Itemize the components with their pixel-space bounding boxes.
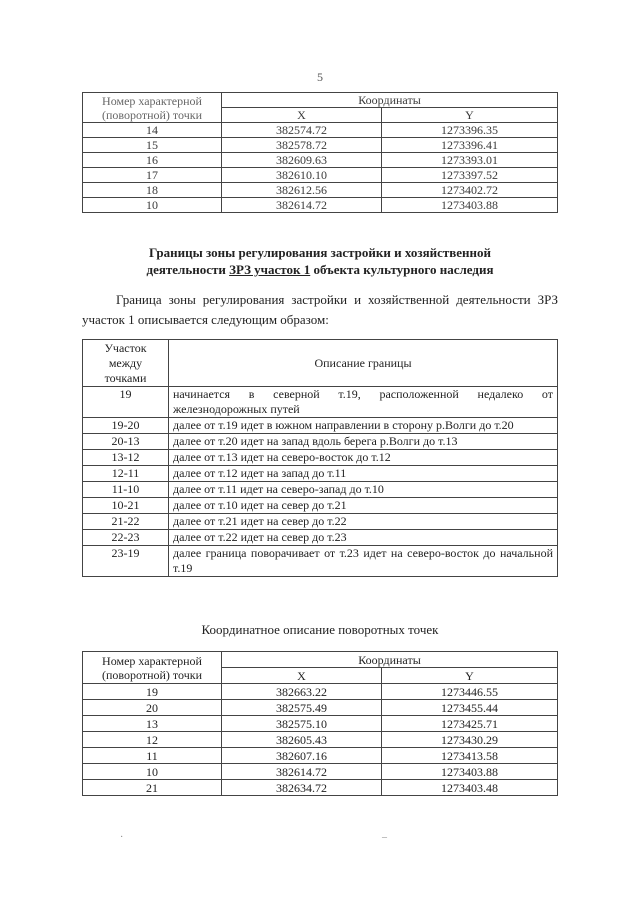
coordinates-table-top	[82, 92, 558, 213]
cell-y: 1273425.71	[382, 716, 558, 732]
header-y-cell: Y	[382, 668, 558, 684]
cell-y: 1273396.35	[382, 123, 558, 138]
cell-description: далее граница поворачивает от т.23 идет на северо-восток до начальной т.19	[169, 546, 558, 577]
header-coords-cell: Координаты	[222, 93, 558, 108]
cell-point: 10	[83, 198, 222, 213]
cell-description: начинается в северной т.19, расположенной недалеко от железнодорожных путей	[169, 387, 558, 418]
header-segment-cell: Участок между точками	[83, 340, 169, 387]
header-coords-cell: Координаты	[222, 652, 558, 668]
cell-y: 1273396.41	[382, 138, 558, 153]
cell-y: 1273393.01	[382, 153, 558, 168]
table-row	[83, 764, 558, 780]
section-heading-line1: Границы зоны регулирования застройки и хозяйственной	[148, 245, 492, 260]
cell-y: 1273455.44	[382, 700, 558, 716]
cell-description: далее от т.20 идет на запад вдоль берега р.Волги до т.13	[169, 434, 558, 450]
header-x-cell: X	[222, 668, 382, 684]
table-row	[83, 684, 558, 700]
cell-x: 382634.72	[222, 780, 382, 796]
table-row	[83, 716, 558, 732]
table-row	[83, 434, 558, 450]
table-row	[83, 498, 558, 514]
cell-segment: 12-11	[83, 466, 169, 482]
table-row	[83, 450, 558, 466]
cell-segment: 10-21	[83, 498, 169, 514]
cell-description: далее от т.21 идет на север до т.22	[169, 514, 558, 530]
cell-point: 10	[83, 764, 222, 780]
cell-description: далее от т.12 идет на запад до т.11	[169, 466, 558, 482]
header-y-cell: Y	[382, 108, 558, 123]
cell-x: 382574.72	[222, 123, 382, 138]
cell-point: 21	[83, 780, 222, 796]
cell-x: 382605.43	[222, 732, 382, 748]
cell-point: 14	[83, 123, 222, 138]
cell-y: 1273403.48	[382, 780, 558, 796]
cell-description: далее от т.22 идет на север до т.23	[169, 530, 558, 546]
cell-x: 382609.63	[222, 153, 382, 168]
coordinates-table-bottom	[82, 651, 558, 796]
table-row	[83, 123, 558, 138]
cell-point: 18	[83, 183, 222, 198]
heading-post: объекта культурного наследия	[313, 262, 494, 277]
cell-x: 382610.10	[222, 168, 382, 183]
table-row	[83, 700, 558, 716]
cell-segment: 20-13	[83, 434, 169, 450]
cell-x: 382614.72	[222, 764, 382, 780]
cell-x: 382614.72	[222, 198, 382, 213]
cell-point: 19	[83, 684, 222, 700]
table-row	[83, 732, 558, 748]
cell-x: 382578.72	[222, 138, 382, 153]
table-row	[83, 168, 558, 183]
cell-y: 1273397.52	[382, 168, 558, 183]
cell-y: 1273413.58	[382, 748, 558, 764]
cell-x: 382607.16	[222, 748, 382, 764]
cell-point: 20	[83, 700, 222, 716]
table-row	[83, 514, 558, 530]
table-row	[83, 530, 558, 546]
header-x-cell: X	[222, 108, 382, 123]
table-row	[83, 418, 558, 434]
section-paragraph: Граница зоны регулирования застройки и хозяйственной деятельности ЗРЗ участок 1 описывается следующим образом:	[82, 292, 558, 327]
cell-point: 15	[83, 138, 222, 153]
table-row	[83, 387, 558, 418]
cell-point: 11	[83, 748, 222, 764]
cell-segment: 11-10	[83, 482, 169, 498]
table-row	[83, 748, 558, 764]
cell-point: 13	[83, 716, 222, 732]
page-number: 5	[317, 70, 323, 84]
cell-y: 1273402.72	[382, 183, 558, 198]
cell-point: 17	[83, 168, 222, 183]
table-row	[83, 183, 558, 198]
table-row	[83, 466, 558, 482]
cell-point: 12	[83, 732, 222, 748]
cell-x: 382612.56	[222, 183, 382, 198]
cell-x: 382575.10	[222, 716, 382, 732]
cell-segment: 19-20	[83, 418, 169, 434]
cell-segment: 21-22	[83, 514, 169, 530]
coordinates-caption: Координатное описание поворотных точек	[201, 622, 439, 637]
table-row	[83, 138, 558, 153]
cell-x: 382575.49	[222, 700, 382, 716]
header-point-cell: Номер характерной (поворотной) точки	[83, 93, 222, 123]
table-row	[83, 482, 558, 498]
cell-y: 1273430.29	[382, 732, 558, 748]
boundary-description-table	[82, 339, 558, 577]
cell-segment: 22-23	[83, 530, 169, 546]
cell-description: далее от т.10 идет на север до т.21	[169, 498, 558, 514]
cell-y: 1273446.55	[382, 684, 558, 700]
cell-description: далее от т.19 идет в южном направлении в сторону р.Волги до т.20	[169, 418, 558, 434]
table-row	[83, 546, 558, 577]
cell-segment: 23-19	[83, 546, 169, 577]
heading-underlined: ЗРЗ участок 1	[229, 262, 311, 277]
table-row	[83, 198, 558, 213]
header-description-cell: Описание границы	[169, 340, 558, 387]
heading-pre: деятельности	[146, 262, 226, 277]
scan-mark-left: ·	[120, 832, 124, 843]
table-row	[83, 153, 558, 168]
cell-segment: 13-12	[83, 450, 169, 466]
cell-y: 1273403.88	[382, 764, 558, 780]
cell-description: далее от т.11 идет на северо-запад до т.10	[169, 482, 558, 498]
table-row	[83, 780, 558, 796]
cell-y: 1273403.88	[382, 198, 558, 213]
scan-mark-right: –	[382, 832, 387, 843]
cell-point: 16	[83, 153, 222, 168]
cell-description: далее от т.13 идет на северо-восток до т.12	[169, 450, 558, 466]
cell-segment: 19	[83, 387, 169, 418]
section-heading-line2	[0, 261, 640, 278]
cell-x: 382663.22	[222, 684, 382, 700]
header-point-cell: Номер характерной (поворотной) точки	[83, 652, 222, 684]
